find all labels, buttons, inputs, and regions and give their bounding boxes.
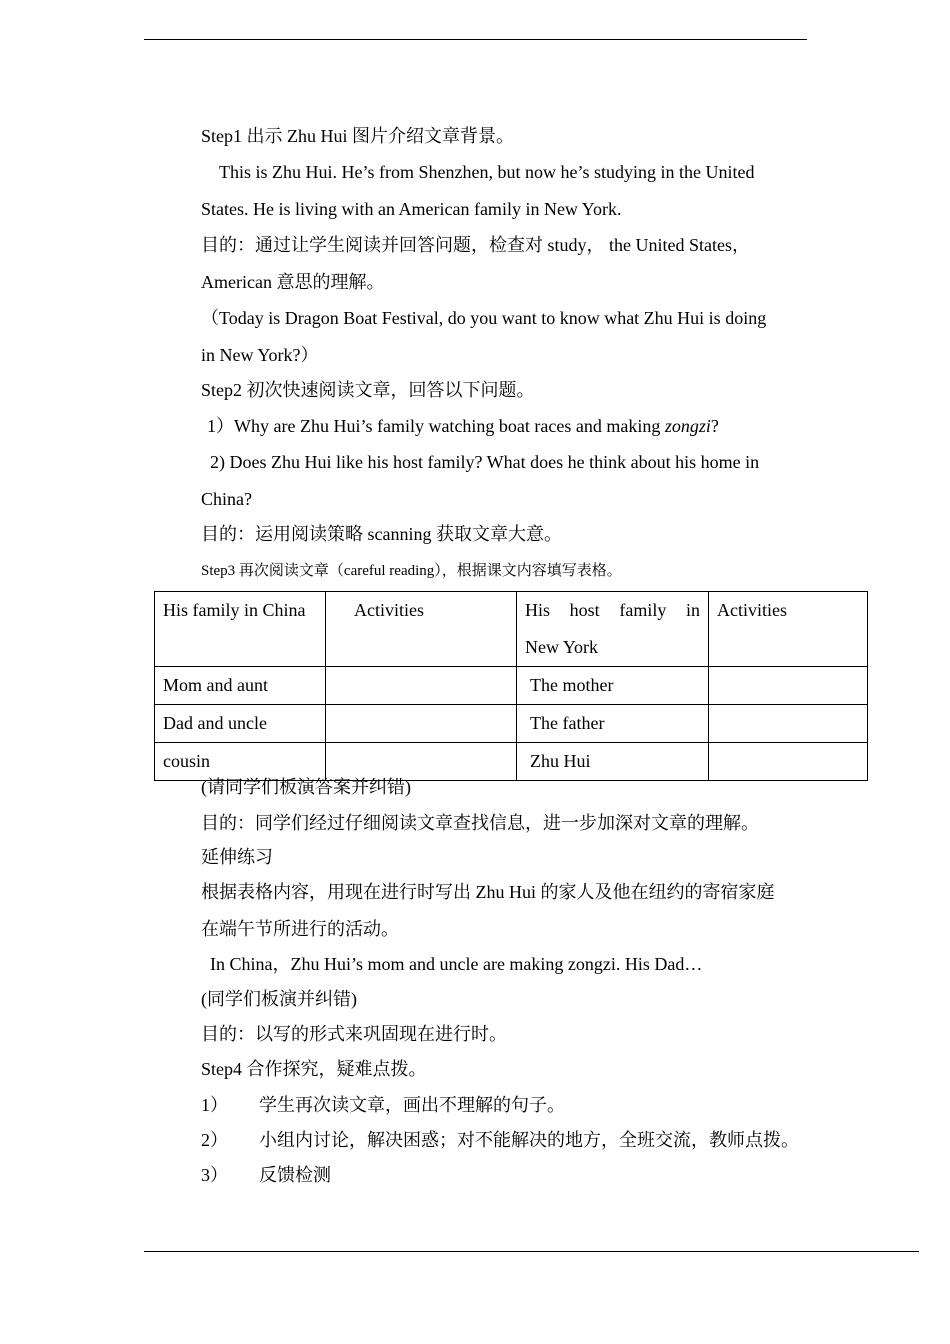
table-row [155, 667, 868, 705]
table-cell: The mother [517, 667, 709, 705]
footer-rule [144, 1251, 919, 1252]
board-note-1: (请同学们板演答案并纠错) [201, 777, 411, 797]
table-cell: cousin [155, 743, 326, 781]
table-cell-empty [326, 667, 517, 705]
lead-question-line-1: （Today is Dragon Boat Festival, do you want to know what Zhu Hui is doing [201, 308, 767, 328]
header-host-family [517, 592, 709, 667]
question-1 [201, 415, 817, 437]
table-cell: Mom and aunt [155, 667, 326, 705]
table-cell-empty [709, 705, 868, 743]
purpose-2: 目的：运用阅读策略 scanning 获取文章大意。 [201, 524, 562, 544]
purpose-4: 目的：以写的形式来巩固现在进行时。 [201, 1024, 507, 1044]
table-cell: Zhu Hui [517, 743, 709, 781]
header-activities-1: Activities [326, 592, 517, 667]
purpose-3: 目的：同学们经过仔细阅读文章查找信息，进一步加深对文章的理解。 [201, 813, 759, 833]
table-cell-empty [326, 705, 517, 743]
header-host-family-line-1: His host family in [525, 600, 700, 620]
table-cell-empty [326, 743, 517, 781]
activities-table [154, 591, 868, 781]
list-number: 3） [201, 1165, 228, 1185]
table-cell-empty [709, 667, 868, 705]
table-cell: Dad and uncle [155, 705, 326, 743]
table-row [155, 743, 868, 781]
purpose-1-line-2: American 意思的理解。 [201, 272, 385, 292]
question-1-text: 1）Why are Zhu Hui’s family watching boat races and making [207, 416, 665, 436]
extension-heading: 延伸练习 [201, 847, 273, 867]
header-activities-2: Activities [709, 592, 868, 667]
example-sentence: In China，Zhu Hui’s mom and uncle are making zongzi. His Dad… [210, 954, 703, 974]
step1-heading: Step1 出示 Zhu Hui 图片介绍文章背景。 [201, 126, 514, 146]
step3-heading: Step3 再次阅读文章（careful reading），根据课文内容填写表格。 [201, 563, 622, 579]
list-item [201, 1094, 811, 1116]
header-family-china: His family in China [155, 592, 326, 667]
header-rule [144, 39, 807, 40]
intro-line-2: States. He is living with an American family in New York. [201, 199, 622, 219]
list-number: 2） [201, 1130, 228, 1150]
list-text: 学生再次读文章，画出不理解的句子。 [259, 1095, 565, 1115]
list-text: 小组内讨论，解决困惑；对不能解决的地方，全班交流，教师点拨。 [259, 1130, 799, 1150]
question-1-end: ? [710, 416, 719, 436]
list-text: 反馈检测 [259, 1165, 331, 1185]
list-item [201, 1164, 811, 1186]
list-item [201, 1129, 811, 1151]
intro-line-1: This is Zhu Hui. He’s from Shenzhen, but now he’s studying in the United [219, 162, 755, 182]
step2-heading: Step2 初次快速阅读文章，回答以下问题。 [201, 380, 535, 400]
table-cell: The father [517, 705, 709, 743]
question-1-italic: zongzi [664, 416, 711, 436]
table-header-row [155, 592, 868, 667]
extension-line-2: 在端午节所进行的活动。 [201, 919, 399, 939]
header-host-family-line-2: New York [525, 637, 599, 657]
board-note-2: (同学们板演并纠错) [201, 989, 357, 1009]
lead-question-line-2: in New York?） [201, 345, 319, 365]
table-row [155, 705, 868, 743]
list-number: 1） [201, 1095, 228, 1115]
step4-heading: Step4 合作探究，疑难点拨。 [201, 1059, 427, 1079]
table-cell-empty [709, 743, 868, 781]
purpose-1-line-1: 目的：通过让学生阅读并回答问题，检查对 study， the United States， [201, 235, 750, 255]
question-2-line-1: 2) Does Zhu Hui like his host family? What does he think about his home in [210, 452, 760, 472]
question-2-line-2: China? [201, 489, 252, 509]
extension-line-1: 根据表格内容，用现在进行时写出 Zhu Hui 的家人及他在纽约的寄宿家庭 [201, 882, 775, 902]
